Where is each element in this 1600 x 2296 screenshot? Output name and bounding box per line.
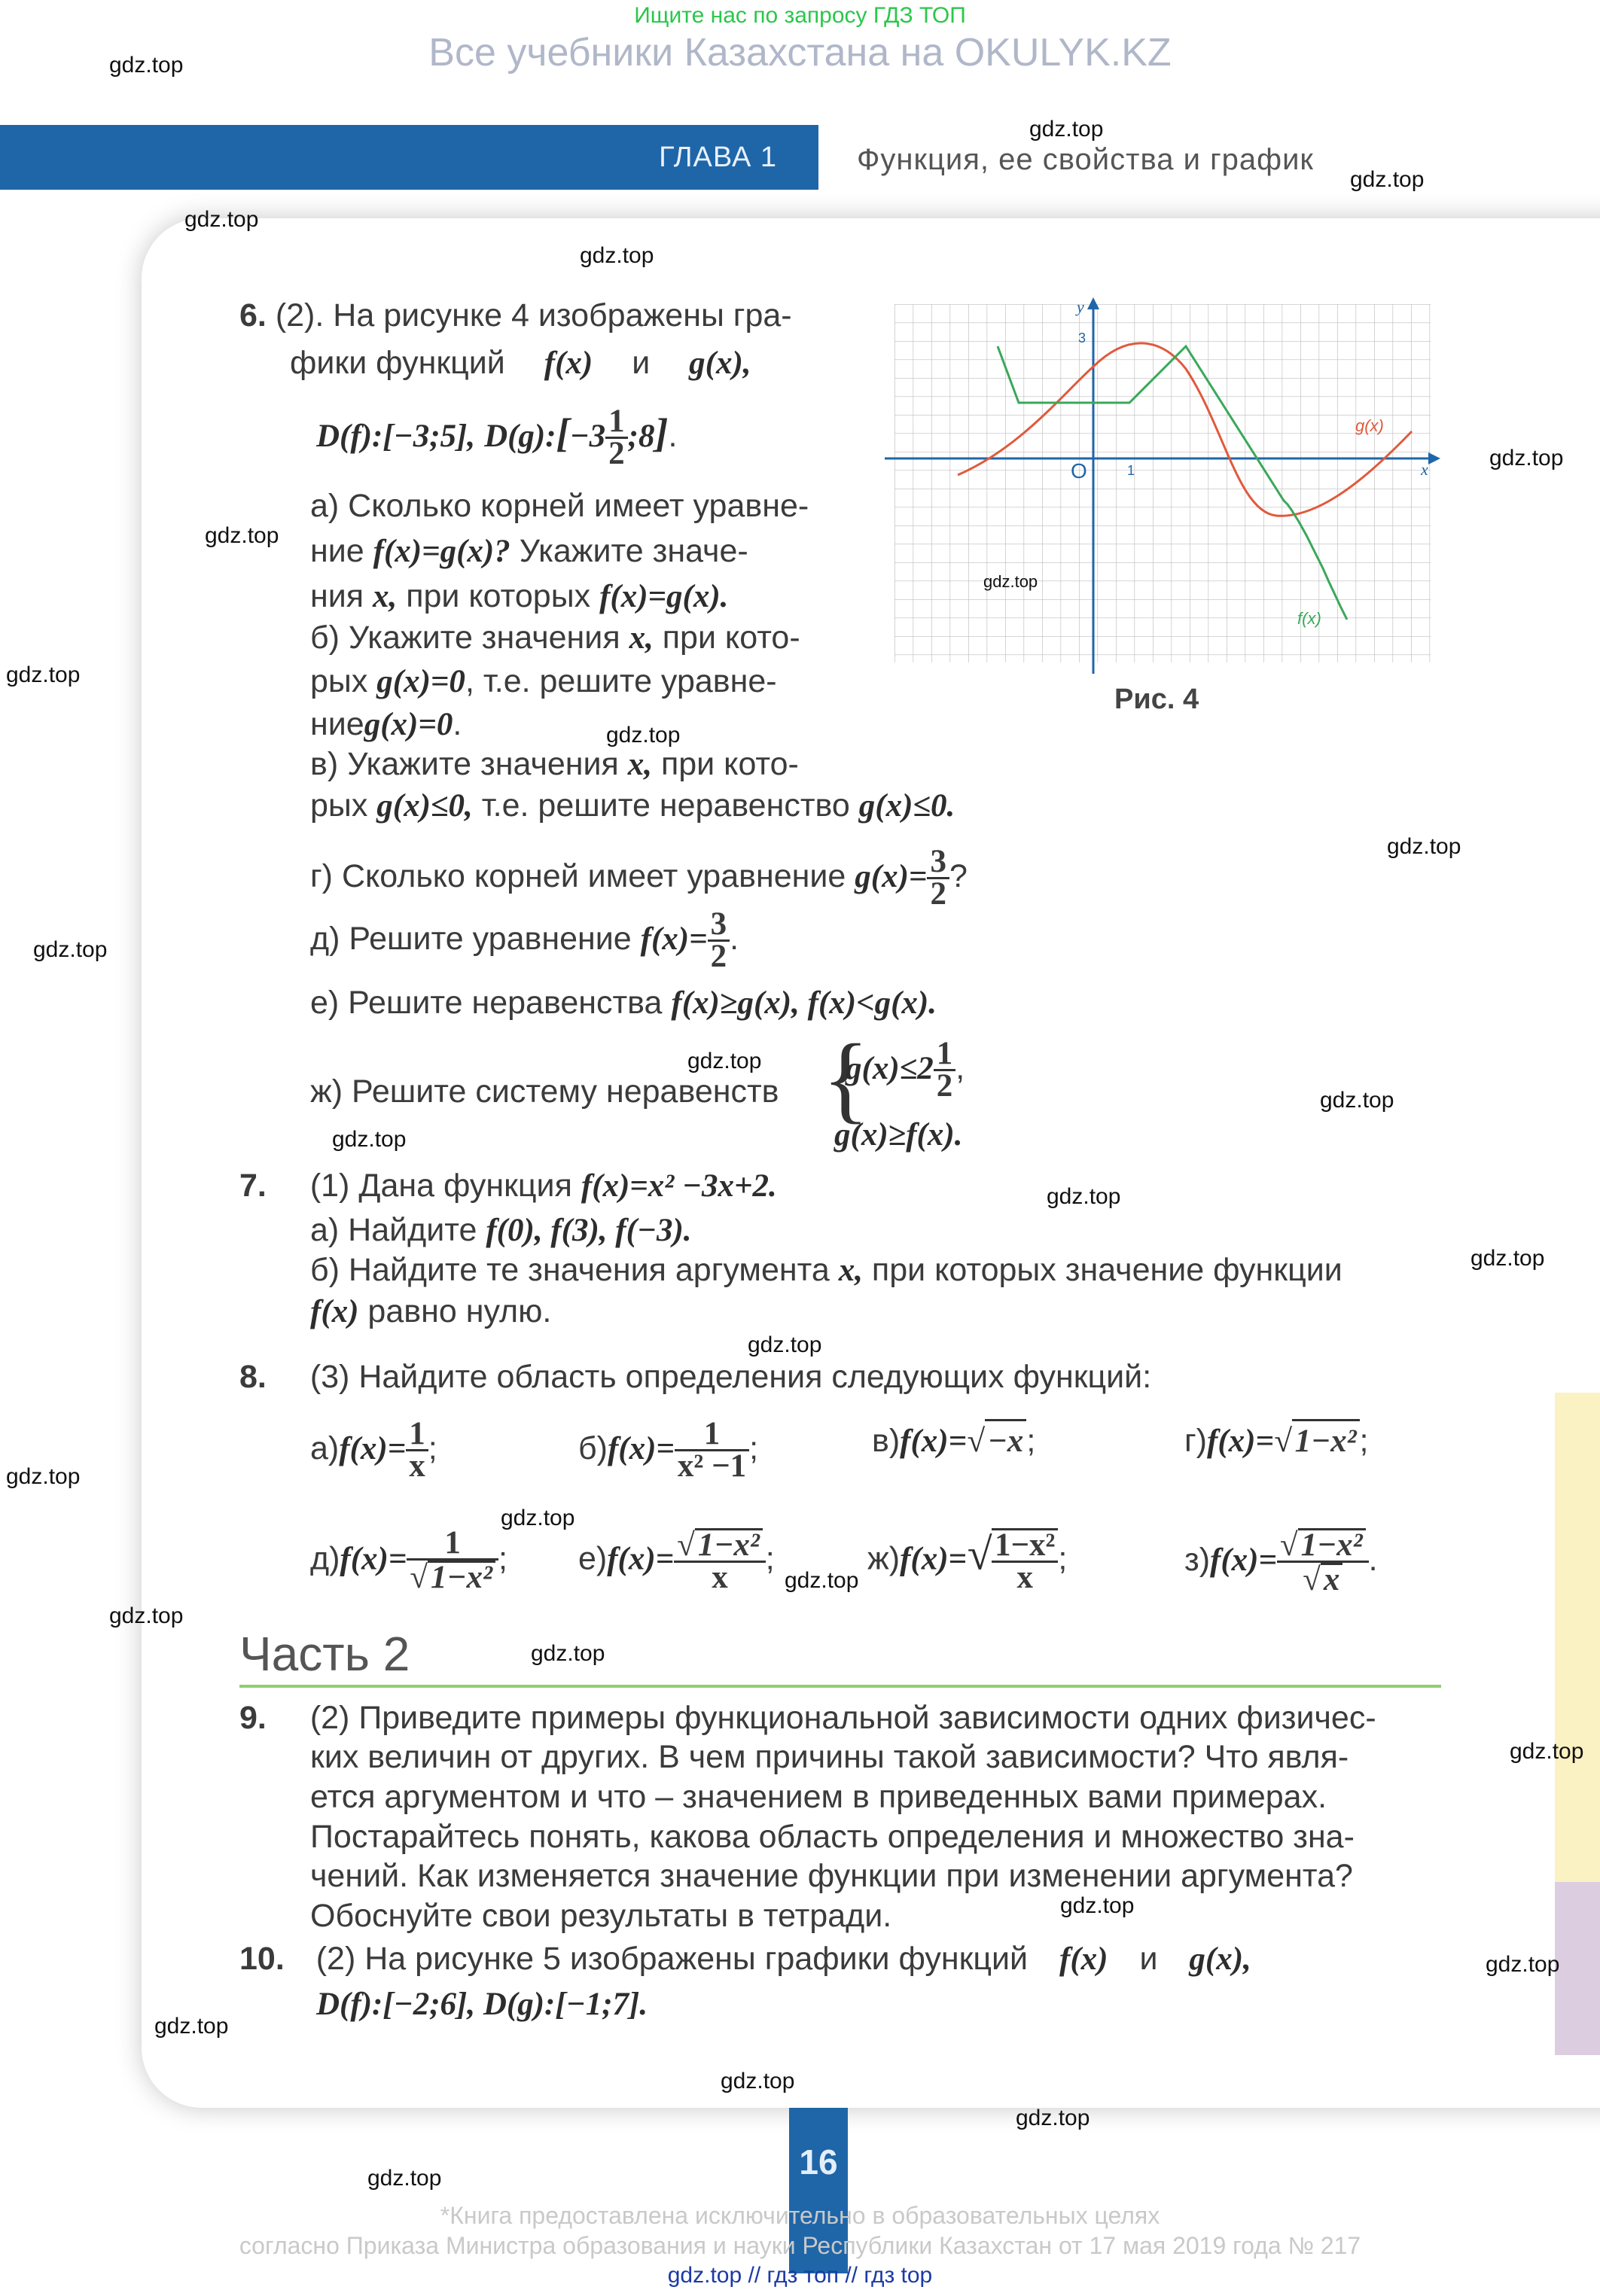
- watermark: gdz.top: [1320, 1088, 1394, 1113]
- p6-a1: а) Сколько корней имеет уравне-: [310, 488, 809, 524]
- p6-f: е) Решите неравенства f(x)≥g(x), f(x)<g(x).: [310, 985, 937, 1021]
- p6-domain-g-frac: $\frac{1}{2}$: [605, 407, 628, 469]
- watermark: gdz.top: [109, 53, 184, 78]
- figure-4-graph: [885, 297, 1442, 674]
- watermark: gdz.top: [33, 937, 108, 962]
- p6-a3: ния x, при которых f(x)=g(x).: [310, 578, 729, 614]
- p6-b1: б) Укажите значения x, при кото-: [310, 620, 800, 656]
- x-axis-arrow: [1428, 452, 1440, 464]
- p6-and: и: [632, 345, 651, 381]
- y-axis-arrow: [1087, 297, 1099, 309]
- watermark: gdz.top: [154, 2014, 229, 2039]
- y-axis-label: y: [1077, 297, 1084, 316]
- p6-a2-eq: f(x)=g(x)?: [373, 534, 510, 569]
- p6-domain-g-b: ;8: [627, 418, 655, 454]
- footer-links[interactable]: gdz.top // гдз топ // гдз top: [667, 2263, 933, 2288]
- watermark: gdz.top: [501, 1506, 575, 1530]
- p8-f: е)f(x)= $\frac{\text{√1−x²}}{x}$ ;: [578, 1527, 775, 1595]
- watermark: gdz.top: [367, 2166, 442, 2191]
- p7-line3: б) Найдите те значения аргумента x, при которых значение функции: [310, 1252, 1342, 1288]
- promo-text: Ищите нас по запросу ГДЗ ТОП: [634, 3, 966, 28]
- p6-d: г) Сколько корней имеет уравнение g(x)= $\frac{3}{2}$ ?: [310, 844, 968, 912]
- watermark: gdz.top: [1060, 1893, 1135, 1918]
- p7-number: 7.: [239, 1168, 267, 1204]
- watermark: gdz.top: [580, 243, 654, 268]
- watermark: gdz.top: [1486, 1952, 1560, 1977]
- watermark: gdz.top: [785, 1568, 859, 1593]
- watermark: gdz.top: [721, 2069, 795, 2094]
- watermark: gdz.top: [205, 523, 279, 548]
- watermark: gdz.top: [184, 207, 259, 232]
- watermark: gdz.top: [1470, 1246, 1545, 1271]
- footer-line1: *Книга предоставлена исключительно в образовательных целях: [440, 2202, 1160, 2229]
- watermark: gdz.top: [1350, 167, 1425, 192]
- watermark: gdz.top: [748, 1332, 822, 1357]
- p6-c2: рых g(x)≤0, т.е. решите неравенство g(x)≤0.: [310, 787, 955, 824]
- figure-caption: Рис. 4: [1114, 684, 1199, 715]
- p6-system-brace: {: [822, 1025, 870, 1133]
- watermark: gdz.top: [1387, 834, 1461, 859]
- p8-h: з)f(x)= $\frac{\text{√1−x²}}{√x}$ .: [1184, 1527, 1378, 1597]
- p9-line1: 9. (2) Приведите примеры функциональной зависимости одних физичес-: [239, 1700, 1376, 1736]
- tick-x1: 1: [1127, 463, 1135, 478]
- p6-domains: D(f):[−3;5], D(g):[−3 $\frac{1}{2}$ ;8].: [316, 403, 678, 471]
- p7-line4: f(x) равно нулю.: [310, 1293, 552, 1329]
- g-label: g(x): [1355, 416, 1384, 435]
- p6-g: ж) Решите систему неравенств: [310, 1073, 779, 1110]
- p9-line5: чений. Как изменяется значение функции при изменении аргумента?: [310, 1858, 1353, 1894]
- p10-line2: D(f):[−2;6], D(g):[−1;7].: [316, 1987, 648, 2022]
- footer-line2: согласно Приказа Министра образования и науки Республики Казахстан от 17 мая 2019 года № 217: [239, 2232, 1361, 2259]
- chapter-bar: [0, 125, 818, 190]
- p6-b2: рых g(x)=0, т.е. решите уравне-: [310, 663, 777, 699]
- watermark: gdz.top: [109, 1603, 184, 1628]
- p6-fx: f(x): [544, 346, 593, 381]
- p6-domain-f: D(f):[−3;5],: [316, 418, 476, 454]
- p6-system-line2: g(x)≥f(x).: [834, 1117, 963, 1153]
- watermark: gdz.top: [6, 1464, 81, 1489]
- p9-line3: ется аргументом и что – значением в приведенных вами примерах.: [310, 1779, 1327, 1815]
- watermark: gdz.top: [1029, 117, 1104, 142]
- p9-line6: Обоснуйте свои результаты в тетради.: [310, 1898, 892, 1934]
- p6-a2: ние f(x)=g(x)? Укажите значе-: [310, 533, 748, 569]
- p6-number: 6.: [239, 297, 267, 333]
- side-tab-yellow: [1555, 1393, 1600, 1882]
- origin-label: O: [1071, 459, 1087, 483]
- p6-domain-g-a: −3: [569, 418, 606, 454]
- page-number: 16: [799, 2142, 838, 2182]
- tick-y3: 3: [1078, 330, 1086, 346]
- p8-e: д)f(x)= $\frac{1}{\text{√1−x²}}$ ;: [310, 1525, 507, 1595]
- part2-divider: [239, 1685, 1441, 1688]
- p6-domain-g-pre: D(g):: [484, 418, 556, 454]
- p8-c: в)f(x)=√−x;: [872, 1419, 1035, 1462]
- side-tab-purple: [1555, 1882, 1600, 2055]
- p8-title: 8. (3) Найдите область определения следующих функций:: [239, 1359, 1152, 1395]
- p7-line2: а) Найдите f(0), f(3), f(−3).: [310, 1212, 692, 1248]
- watermark: gdz.top: [1016, 2106, 1090, 2130]
- f-label: f(x): [1297, 609, 1321, 628]
- watermark: gdz.top: [1510, 1739, 1584, 1764]
- part2-title: Часть 2: [239, 1627, 410, 1681]
- p8-d: г)f(x)=√1−x²;: [1184, 1419, 1369, 1462]
- p6-line1: [239, 295, 792, 336]
- watermark: gdz.top: [6, 662, 81, 687]
- watermark: gdz.top: [606, 723, 681, 748]
- watermark: gdz.top: [332, 1127, 407, 1152]
- watermark: gdz.top: [1047, 1184, 1121, 1209]
- chapter-title: Функция, ее свойства и график: [857, 143, 1314, 176]
- p10-line1: 10. (2) На рисунке 5 изображены графики функций f(x) и g(x),: [239, 1941, 1251, 1977]
- p6-system-line1: g(x)≤2 $\frac{1}{2}$ ,: [846, 1036, 965, 1104]
- p6-b3: ниеg(x)=0.: [310, 706, 462, 742]
- p6-e: д) Решите уравнение f(x)= $\frac{3}{2}$ .: [310, 906, 739, 974]
- watermark: gdz.top: [531, 1641, 605, 1666]
- p6-line2-text: фики функций: [290, 345, 505, 381]
- p8-a: а)f(x)= $\frac{1}{x}$ ;: [310, 1416, 437, 1484]
- p9-number: 9.: [239, 1700, 267, 1736]
- p9-line2: ких величин от других. В чем причины такой зависимости? Что явля-: [310, 1739, 1349, 1775]
- graph-grid: [894, 304, 1431, 662]
- p10-number: 10.: [239, 1941, 285, 1977]
- chapter-label: ГЛАВА 1: [659, 142, 777, 173]
- p8-g: ж)f(x)=√ $\frac{\text{1−x²}}{x}$ ;: [867, 1527, 1068, 1595]
- p6-c1: в) Укажите значения x, при кото-: [310, 746, 799, 782]
- p6-gx: g(x),: [689, 346, 751, 381]
- watermark: gdz.top: [1489, 446, 1564, 470]
- p6-line2: [290, 343, 751, 384]
- site-banner[interactable]: Все учебники Казахстана на OKULYK.KZ: [428, 31, 1172, 75]
- p7-line1: 7. (1) Дана функция f(x)=x² −3x+2.: [239, 1168, 777, 1204]
- p6-line1-text: (2). На рисунке 4 изображены гра-: [275, 297, 792, 333]
- p8-b: б)f(x)= $\frac{1}{\text{x² −1}}$ ;: [578, 1416, 759, 1484]
- watermark: gdz.top: [687, 1049, 762, 1073]
- p9-line4: Постарайтесь понять, какова область определения и множество зна-: [310, 1819, 1355, 1855]
- x-axis-label: x: [1421, 460, 1428, 479]
- watermark: gdz.top: [983, 572, 1038, 591]
- p8-number: 8.: [239, 1359, 267, 1395]
